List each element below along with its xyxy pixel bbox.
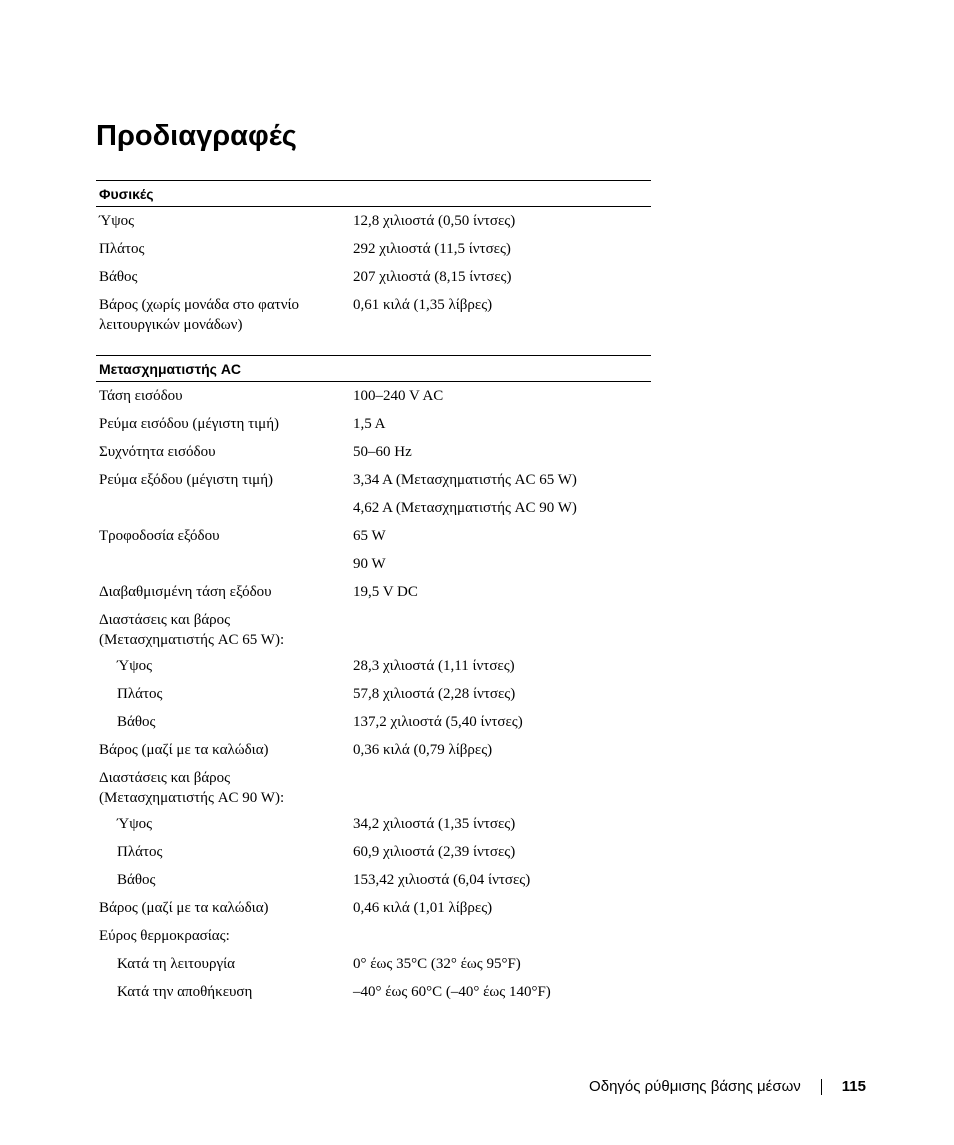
spec-row-weight	[96, 291, 651, 337]
page-title: Προδιαγραφές	[96, 120, 297, 152]
spec-row-65w-depth	[96, 708, 651, 736]
spec-label: Βάρος (μαζί με τα καλώδια)	[99, 742, 269, 758]
spec-row-output-power-90w	[96, 550, 651, 578]
spec-value: 0,61 κιλά (1,35 λίβρες)	[353, 297, 493, 313]
spec-label: Ύψος	[117, 658, 153, 674]
spec-label: Διαστάσεις και βάρος (Μετασχηματιστής AC 90 W):	[99, 770, 285, 806]
spec-value: 19,5 V DC	[353, 584, 418, 600]
spec-label: Διαστάσεις και βάρος (Μετασχηματιστής AC 65 W):	[99, 612, 285, 648]
spec-row-65w-width	[96, 680, 651, 708]
spec-value: 137,2 χιλιοστά (5,40 ίντσες)	[353, 714, 523, 730]
spec-value: 90 W	[353, 556, 386, 572]
spec-row-input-current	[96, 410, 651, 438]
spec-value: 28,3 χιλιοστά (1,11 ίντσες)	[353, 658, 515, 674]
spec-value: 60,9 χιλιοστά (2,39 ίντσες)	[353, 844, 516, 860]
spec-label: Πλάτος	[117, 686, 163, 702]
page-number: 115	[841, 1078, 866, 1095]
spec-value: 3,34 A (Μετασχηματιστής AC 65 W)	[353, 472, 577, 488]
spec-label: Τάση εισόδου	[99, 388, 183, 404]
spec-label: Βάρος (χωρίς μονάδα στο φατνίο λειτουργικών μονάδων)	[99, 297, 300, 333]
spec-value: 12,8 χιλιοστά (0,50 ίντσες)	[353, 213, 516, 229]
ac-adapter-specs-table	[96, 355, 651, 1006]
spec-label: Πλάτος	[99, 241, 145, 257]
physical-section-header: Φυσικές	[96, 180, 651, 207]
physical-specs-table	[96, 180, 651, 337]
spec-label: Ρεύμα εισόδου (μέγιστη τιμή)	[99, 416, 280, 432]
spec-row-input-frequency	[96, 438, 651, 466]
spec-value: 0,46 κιλά (1,01 λίβρες)	[353, 900, 493, 916]
spec-value: 1,5 A	[353, 416, 386, 432]
spec-value: 0° έως 35°C (32° έως 95°F)	[353, 956, 521, 972]
ac-adapter-section-header: Μετασχηματιστής AC	[96, 355, 651, 382]
spec-row-90w-width	[96, 838, 651, 866]
spec-label: Βάθος	[117, 872, 156, 888]
spec-row-rated-output-voltage	[96, 578, 651, 606]
spec-value: 65 W	[353, 528, 386, 544]
spec-row-temperature-storage	[96, 978, 651, 1006]
spec-value: 207 χιλιοστά (8,15 ίντσες)	[353, 269, 512, 285]
spec-label: Κατά τη λειτουργία	[117, 956, 235, 972]
spec-label: Πλάτος	[117, 844, 163, 860]
spec-row-90w-depth	[96, 866, 651, 894]
spec-row-output-current-90w	[96, 494, 651, 522]
spec-label: Κατά την αποθήκευση	[117, 984, 253, 1000]
spec-row-90w-weight	[96, 894, 651, 922]
spec-label: Ρεύμα εξόδου (μέγιστη τιμή)	[99, 472, 274, 488]
spec-row-height	[96, 207, 651, 235]
guide-title: Οδηγός ρύθμισης βάσης μέσων	[589, 1078, 801, 1095]
page-footer	[589, 1075, 866, 1099]
spec-row-65w-height	[96, 652, 651, 680]
spec-label: Βάρος (μαζί με τα καλώδια)	[99, 900, 269, 916]
footer-divider	[821, 1079, 822, 1095]
spec-row-depth	[96, 263, 651, 291]
spec-row-temperature-operating	[96, 950, 651, 978]
spec-row-output-power	[96, 522, 651, 550]
spec-row-90w-height	[96, 810, 651, 838]
spec-label: Βάθος	[99, 269, 138, 285]
spec-value: 57,8 χιλιοστά (2,28 ίντσες)	[353, 686, 516, 702]
spec-row-65w-weight	[96, 736, 651, 764]
spec-row-input-voltage	[96, 382, 651, 410]
spec-row-temperature-range	[96, 922, 651, 950]
spec-label: Ύψος	[117, 816, 153, 832]
spec-row-dimensions-65w	[96, 606, 651, 652]
spec-row-width	[96, 235, 651, 263]
spec-label: Διαβαθμισμένη τάση εξόδου	[99, 584, 272, 600]
spec-label: Εύρος θερμοκρασίας:	[99, 928, 230, 944]
spec-row-dimensions-90w	[96, 764, 651, 810]
spec-value: –40° έως 60°C (–40° έως 140°F)	[353, 984, 551, 1000]
spec-value: 4,62 A (Μετασχηματιστής AC 90 W)	[353, 500, 577, 516]
spec-label	[96, 498, 339, 518]
spec-value: 50–60 Hz	[353, 444, 412, 460]
spec-label: Συχνότητα εισόδου	[99, 444, 216, 460]
spec-label: Τροφοδοσία εξόδου	[99, 528, 220, 544]
spec-row-output-current	[96, 466, 651, 494]
spec-label: Ύψος	[99, 213, 135, 229]
spec-value: 34,2 χιλιοστά (1,35 ίντσες)	[353, 816, 516, 832]
spec-label	[96, 554, 339, 574]
spec-value: 0,36 κιλά (0,79 λίβρες)	[353, 742, 493, 758]
spec-value: 153,42 χιλιοστά (6,04 ίντσες)	[353, 872, 531, 888]
spec-value: 100–240 V AC	[353, 388, 444, 404]
spec-label: Βάθος	[117, 714, 156, 730]
spec-value: 292 χιλιοστά (11,5 ίντσες)	[353, 241, 511, 257]
